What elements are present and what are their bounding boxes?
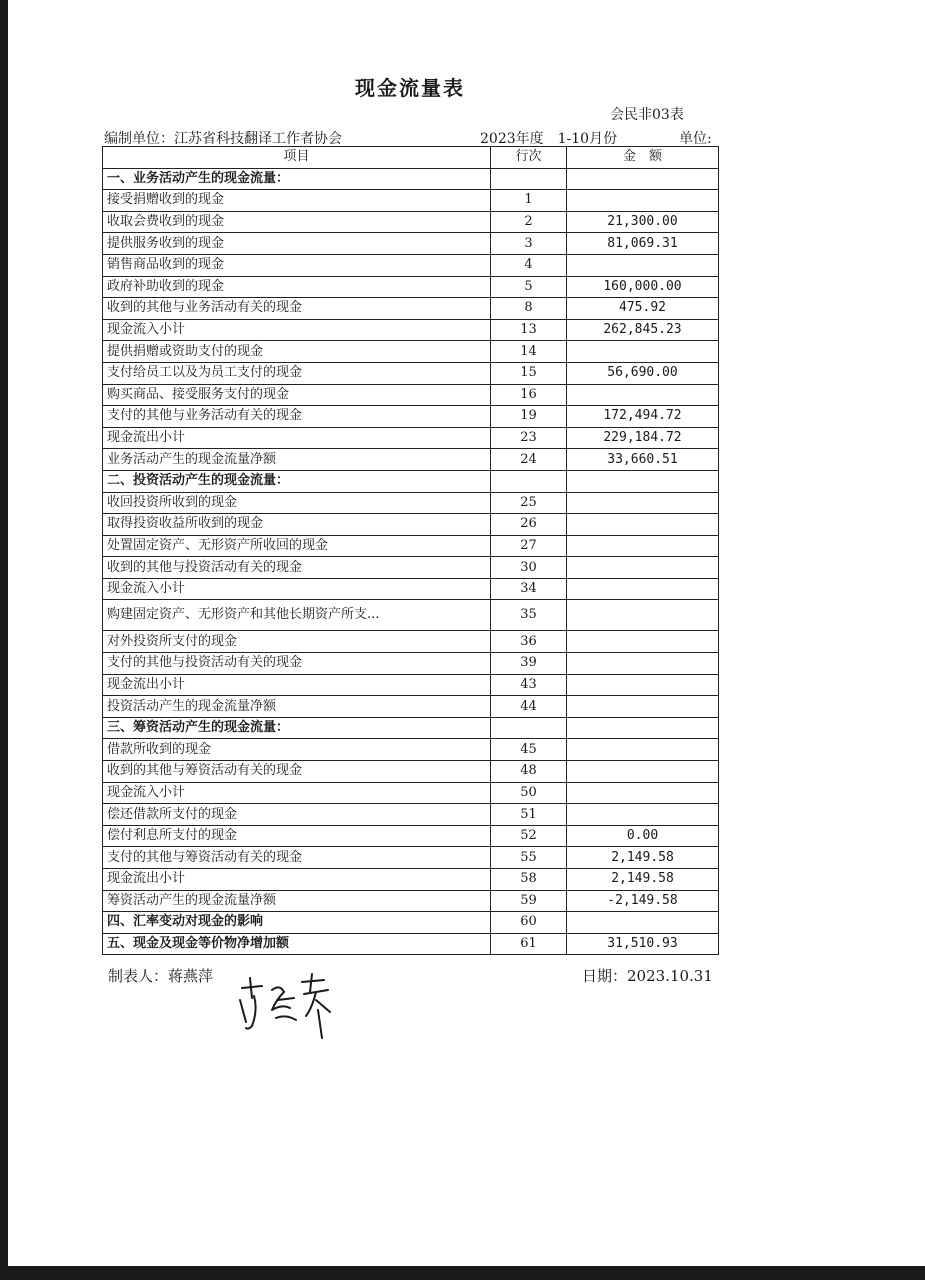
row-line-no: 36 — [491, 631, 567, 653]
header-amount: 金 额 — [567, 147, 719, 169]
row-amount: 31,510.93 — [567, 933, 719, 955]
table-row — [103, 804, 719, 826]
row-amount: 160,000.00 — [567, 276, 719, 298]
row-amount — [567, 761, 719, 783]
row-amount: 2,149.58 — [567, 869, 719, 891]
row-line-no: 39 — [491, 653, 567, 675]
table-row — [103, 362, 719, 384]
row-amount — [567, 804, 719, 826]
table-row — [103, 557, 719, 579]
row-amount: 229,184.72 — [567, 427, 719, 449]
table-row — [103, 933, 719, 955]
table-row — [103, 674, 719, 696]
form-code: 会民非03表 — [610, 107, 684, 123]
scan-border-left — [0, 0, 8, 1280]
table-row — [103, 341, 719, 363]
row-line-no: 8 — [491, 298, 567, 320]
table-row — [103, 847, 719, 869]
scan-border-bottom — [0, 1266, 925, 1280]
unit-label: 单位: — [679, 131, 712, 147]
table-row — [103, 492, 719, 514]
cash-flow-table — [102, 146, 719, 955]
table-row — [103, 578, 719, 600]
row-item: 三、筹资活动产生的现金流量： — [103, 717, 491, 739]
row-line-no: 16 — [491, 384, 567, 406]
row-item: 四、汇率变动对现金的影响 — [103, 912, 491, 934]
row-line-no: 14 — [491, 341, 567, 363]
row-amount — [567, 384, 719, 406]
row-item: 处置固定资产、无形资产所收回的现金 — [103, 535, 491, 557]
row-item: 支付给员工以及为员工支付的现金 — [103, 362, 491, 384]
row-item: 现金流出小计 — [103, 869, 491, 891]
row-amount: 56,690.00 — [567, 362, 719, 384]
table-row — [103, 739, 719, 761]
row-item: 对外投资所支付的现金 — [103, 631, 491, 653]
row-amount: 21,300.00 — [567, 211, 719, 233]
table-row — [103, 276, 719, 298]
row-item: 收取会费收到的现金 — [103, 211, 491, 233]
row-line-no: 13 — [491, 319, 567, 341]
row-line-no: 26 — [491, 514, 567, 536]
header-item: 项目 — [103, 147, 491, 169]
row-amount — [567, 600, 719, 631]
row-line-no: 45 — [491, 739, 567, 761]
row-line-no: 1 — [491, 190, 567, 212]
row-amount — [567, 557, 719, 579]
table-row — [103, 535, 719, 557]
row-amount — [567, 912, 719, 934]
row-item: 提供捐赠或资助支付的现金 — [103, 341, 491, 363]
row-item: 取得投资收益所收到的现金 — [103, 514, 491, 536]
table-row — [103, 696, 719, 718]
row-item: 偿付利息所支付的现金 — [103, 825, 491, 847]
row-item: 支付的其他与投资活动有关的现金 — [103, 653, 491, 675]
row-line-no: 51 — [491, 804, 567, 826]
row-line-no: 55 — [491, 847, 567, 869]
row-amount — [567, 190, 719, 212]
row-line-no: 61 — [491, 933, 567, 955]
row-line-no: 34 — [491, 578, 567, 600]
row-item: 购买商品、接受服务支付的现金 — [103, 384, 491, 406]
handwritten-signature — [232, 970, 352, 1040]
row-amount — [567, 696, 719, 718]
table-row — [103, 717, 719, 739]
row-amount: 33,660.51 — [567, 449, 719, 471]
row-item: 收到的其他与投资活动有关的现金 — [103, 557, 491, 579]
row-item: 接受捐赠收到的现金 — [103, 190, 491, 212]
document-title: 现金流量表 — [355, 76, 465, 100]
table-row — [103, 298, 719, 320]
preparer-label: 制表人：蒋燕萍 — [108, 967, 214, 985]
row-item: 现金流出小计 — [103, 427, 491, 449]
row-item: 偿还借款所支付的现金 — [103, 804, 491, 826]
row-line-no: 50 — [491, 782, 567, 804]
row-line-no: 15 — [491, 362, 567, 384]
row-amount — [567, 653, 719, 675]
table-row — [103, 600, 719, 631]
table-row — [103, 653, 719, 675]
row-item: 现金流入小计 — [103, 578, 491, 600]
row-amount: 475.92 — [567, 298, 719, 320]
table-row — [103, 912, 719, 934]
date-label: 日期：2023.10.31 — [582, 967, 713, 985]
row-item: 销售商品收到的现金 — [103, 254, 491, 276]
table-row — [103, 514, 719, 536]
period-label: 2023年度 1-10月份 — [480, 131, 618, 147]
row-line-no: 60 — [491, 912, 567, 934]
row-line-no: 4 — [491, 254, 567, 276]
table-row — [103, 631, 719, 653]
row-line-no: 25 — [491, 492, 567, 514]
table-row — [103, 449, 719, 471]
row-item: 现金流入小计 — [103, 319, 491, 341]
table-row — [103, 190, 719, 212]
table-row — [103, 869, 719, 891]
row-item: 筹资活动产生的现金流量净额 — [103, 890, 491, 912]
row-item: 购建固定资产、无形资产和其他长期资产所支... — [103, 600, 491, 631]
row-line-no: 27 — [491, 535, 567, 557]
table-row — [103, 782, 719, 804]
table-row — [103, 168, 719, 190]
row-amount — [567, 739, 719, 761]
row-line-no: 44 — [491, 696, 567, 718]
row-amount — [567, 717, 719, 739]
row-line-no: 3 — [491, 233, 567, 255]
row-line-no — [491, 470, 567, 492]
row-amount: 0.00 — [567, 825, 719, 847]
row-amount — [567, 254, 719, 276]
table-row — [103, 384, 719, 406]
row-line-no: 23 — [491, 427, 567, 449]
table-row — [103, 211, 719, 233]
row-line-no: 19 — [491, 406, 567, 428]
table-row — [103, 254, 719, 276]
row-amount — [567, 578, 719, 600]
row-item: 五、现金及现金等价物净增加额 — [103, 933, 491, 955]
row-amount: 172,494.72 — [567, 406, 719, 428]
row-item: 支付的其他与业务活动有关的现金 — [103, 406, 491, 428]
row-line-no: 5 — [491, 276, 567, 298]
row-amount — [567, 492, 719, 514]
row-line-no: 48 — [491, 761, 567, 783]
row-item: 收到的其他与业务活动有关的现金 — [103, 298, 491, 320]
row-item: 借款所收到的现金 — [103, 739, 491, 761]
row-item: 支付的其他与筹资活动有关的现金 — [103, 847, 491, 869]
row-amount — [567, 535, 719, 557]
row-item: 业务活动产生的现金流量净额 — [103, 449, 491, 471]
row-amount: 262,845.23 — [567, 319, 719, 341]
row-line-no: 59 — [491, 890, 567, 912]
header-line-no: 行次 — [491, 147, 567, 169]
row-item: 一、业务活动产生的现金流量： — [103, 168, 491, 190]
table-row — [103, 825, 719, 847]
row-amount: 2,149.58 — [567, 847, 719, 869]
row-line-no: 30 — [491, 557, 567, 579]
row-amount — [567, 168, 719, 190]
row-amount — [567, 782, 719, 804]
row-line-no: 58 — [491, 869, 567, 891]
row-line-no: 2 — [491, 211, 567, 233]
row-line-no — [491, 168, 567, 190]
org-label: 编制单位：江苏省科技翻译工作者协会 — [104, 131, 342, 147]
row-amount: 81,069.31 — [567, 233, 719, 255]
row-amount — [567, 470, 719, 492]
row-item: 二、投资活动产生的现金流量： — [103, 470, 491, 492]
row-amount — [567, 674, 719, 696]
row-item: 现金流出小计 — [103, 674, 491, 696]
row-line-no: 43 — [491, 674, 567, 696]
table-row — [103, 406, 719, 428]
row-item: 收回投资所收到的现金 — [103, 492, 491, 514]
row-item: 投资活动产生的现金流量净额 — [103, 696, 491, 718]
row-item: 提供服务收到的现金 — [103, 233, 491, 255]
table-row — [103, 890, 719, 912]
table-header-row — [103, 147, 719, 169]
row-item: 现金流入小计 — [103, 782, 491, 804]
row-line-no: 35 — [491, 600, 567, 631]
row-amount — [567, 514, 719, 536]
row-line-no — [491, 717, 567, 739]
row-amount — [567, 341, 719, 363]
row-amount: -2,149.58 — [567, 890, 719, 912]
row-item: 政府补助收到的现金 — [103, 276, 491, 298]
row-line-no: 24 — [491, 449, 567, 471]
table-row — [103, 233, 719, 255]
table-row — [103, 761, 719, 783]
table-row — [103, 470, 719, 492]
row-amount — [567, 631, 719, 653]
table-row — [103, 319, 719, 341]
row-item: 收到的其他与筹资活动有关的现金 — [103, 761, 491, 783]
table-row — [103, 427, 719, 449]
row-line-no: 52 — [491, 825, 567, 847]
